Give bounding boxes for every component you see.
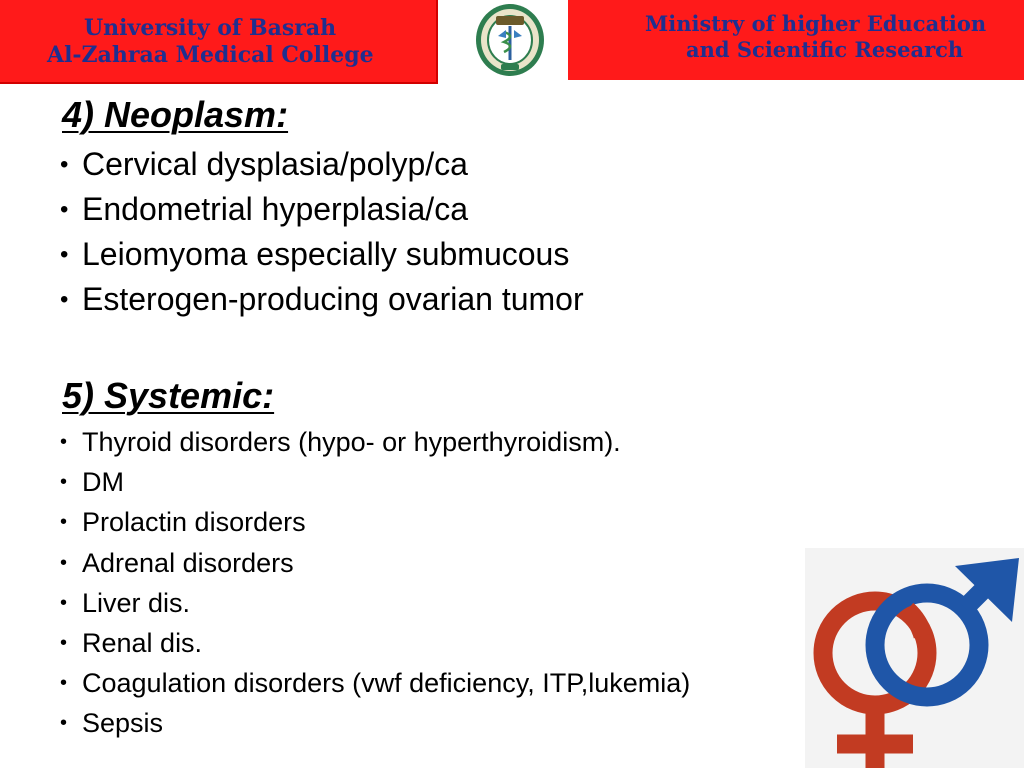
bullet-icon: • <box>60 471 68 494</box>
ministry-subtitle: and Scientific Research <box>686 37 964 62</box>
systemic-list <box>60 422 690 744</box>
list-item-text: Renal dis. <box>82 627 203 658</box>
bullet-icon: • <box>60 511 68 534</box>
list-item-text: Coagulation disorders (vwf deficiency, ITP,lukemia) <box>82 668 691 699</box>
list-item <box>60 142 584 187</box>
university-banner <box>0 0 438 84</box>
systemic-heading: 5) Systemic: <box>62 375 275 416</box>
list-item <box>60 663 690 703</box>
list-item-text: Sepsis <box>82 708 164 739</box>
list-item-text: Esterogen-producing ovarian tumor <box>82 281 584 317</box>
college-seal-logo <box>474 2 546 78</box>
list-item-text: Liver dis. <box>82 587 191 618</box>
list-item <box>60 422 690 462</box>
bullet-icon: • <box>60 712 68 735</box>
bullet-icon: • <box>60 672 68 695</box>
list-item <box>60 543 690 583</box>
bullet-icon: • <box>60 591 68 614</box>
list-item-text: Prolactin disorders <box>82 507 306 538</box>
college-name: Al-Zahraa Medical College <box>47 42 374 68</box>
bullet-icon: • <box>60 286 69 313</box>
university-name: University of Basrah <box>84 15 337 41</box>
ministry-name: Ministry of higher Education <box>645 11 987 36</box>
bullet-icon: • <box>60 241 69 268</box>
ministry-banner <box>568 0 1024 80</box>
list-item-text: Cervical dysplasia/polyp/ca <box>82 146 468 182</box>
bullet-icon: • <box>60 151 69 178</box>
list-item <box>60 462 690 502</box>
list-item <box>60 502 690 542</box>
list-item-text: Endometrial hyperplasia/ca <box>82 191 468 227</box>
list-item-text: Leiomyoma especially submucous <box>82 236 570 272</box>
bullet-icon: • <box>60 196 69 223</box>
list-item-text: DM <box>82 467 124 498</box>
bullet-icon: • <box>60 431 68 453</box>
bullet-icon: • <box>60 631 68 654</box>
list-item <box>60 232 584 277</box>
gender-symbols-image <box>805 548 1024 768</box>
list-item <box>60 277 584 322</box>
list-item <box>60 623 690 663</box>
list-item <box>60 703 690 743</box>
list-item-text: Thyroid disorders (hypo- or hyperthyroidism). <box>82 427 621 457</box>
list-item-text: Adrenal disorders <box>82 547 294 578</box>
gender-symbols-icon <box>805 548 1024 768</box>
male-symbol-icon <box>875 558 1019 697</box>
neoplasm-list <box>60 142 584 322</box>
list-item <box>60 583 690 623</box>
list-item <box>60 187 584 232</box>
neoplasm-heading: 4) Neoplasm: <box>62 94 289 135</box>
bullet-icon: • <box>60 551 68 574</box>
